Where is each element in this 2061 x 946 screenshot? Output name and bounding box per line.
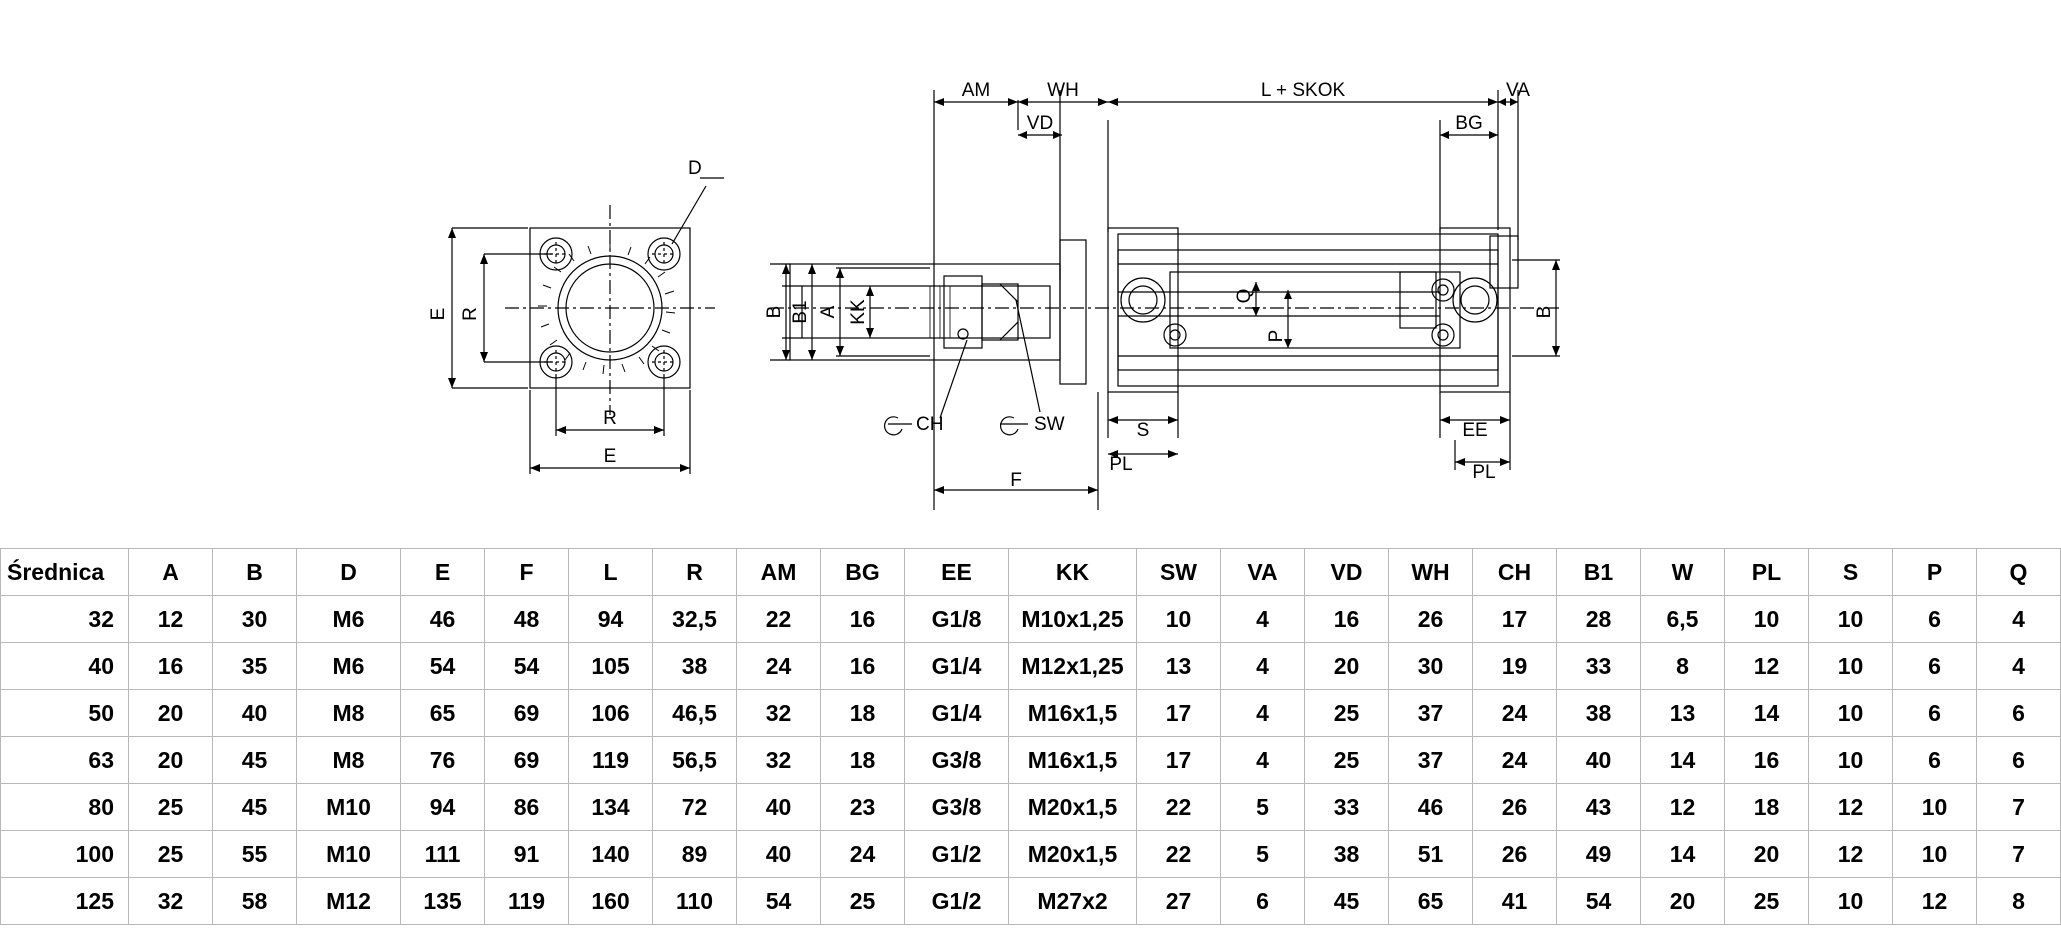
cell-sw: 10: [1137, 596, 1221, 643]
cell-b: 45: [213, 737, 297, 784]
table-header-vd: VD: [1305, 549, 1389, 596]
cell-sw: 17: [1137, 737, 1221, 784]
cell-d: M8: [297, 690, 401, 737]
cell-a: 25: [129, 831, 213, 878]
cell-l: 105: [569, 643, 653, 690]
cell-pl: 14: [1725, 690, 1809, 737]
label-vd: VD: [1026, 113, 1054, 134]
table-header-e: E: [401, 549, 485, 596]
cell-e: 111: [401, 831, 485, 878]
table-header--rednica: Średnica: [1, 549, 129, 596]
cell-s: 10: [1809, 878, 1893, 925]
table-header-ee: EE: [905, 549, 1009, 596]
cell-l: 106: [569, 690, 653, 737]
cell-kk: M16x1,5: [1009, 737, 1137, 784]
cell-s: 10: [1809, 737, 1893, 784]
cell-b1: 33: [1557, 643, 1641, 690]
cell-w: 20: [1641, 878, 1725, 925]
cell-srednica: 32: [1, 596, 129, 643]
cell-pl: 18: [1725, 784, 1809, 831]
cell-wh: 65: [1389, 878, 1473, 925]
cell-wh: 26: [1389, 596, 1473, 643]
table-header-wh: WH: [1389, 549, 1473, 596]
cell-kk: M20x1,5: [1009, 831, 1137, 878]
table-header-b1: B1: [1557, 549, 1641, 596]
cell-l: 94: [569, 596, 653, 643]
cell-f: 48: [485, 596, 569, 643]
table-header-p: P: [1893, 549, 1977, 596]
cell-bg: 16: [821, 643, 905, 690]
table-row: [1, 690, 2061, 737]
cell-ch: 19: [1473, 643, 1557, 690]
table-header-row: [1, 549, 2061, 596]
cell-bg: 18: [821, 737, 905, 784]
cell-pl: 16: [1725, 737, 1809, 784]
cell-r: 32,5: [653, 596, 737, 643]
cell-s: 12: [1809, 784, 1893, 831]
cell-r: 110: [653, 878, 737, 925]
cell-ee: G1/4: [905, 690, 1009, 737]
cell-sw: 22: [1137, 831, 1221, 878]
cell-b: 55: [213, 831, 297, 878]
cell-sw: 22: [1137, 784, 1221, 831]
cell-kk: M16x1,5: [1009, 690, 1137, 737]
cell-pl: 25: [1725, 878, 1809, 925]
cell-vd: 38: [1305, 831, 1389, 878]
cell-e: 54: [401, 643, 485, 690]
label-s: S: [1136, 420, 1150, 441]
cell-va: 5: [1221, 831, 1305, 878]
cell-f: 54: [485, 643, 569, 690]
cell-b1: 28: [1557, 596, 1641, 643]
cell-q: 4: [1977, 643, 2061, 690]
dimensions-table-wrapper: [0, 548, 2028, 925]
cell-va: 4: [1221, 690, 1305, 737]
cell-d: M10: [297, 831, 401, 878]
cell-ch: 17: [1473, 596, 1557, 643]
cell-wh: 46: [1389, 784, 1473, 831]
cell-pl: 10: [1725, 596, 1809, 643]
cell-ee: G1/8: [905, 596, 1009, 643]
table-header-s: S: [1809, 549, 1893, 596]
table-header-ch: CH: [1473, 549, 1557, 596]
cell-wh: 51: [1389, 831, 1473, 878]
table-header-a: A: [129, 549, 213, 596]
cell-sw: 13: [1137, 643, 1221, 690]
cell-vd: 25: [1305, 690, 1389, 737]
cell-p: 6: [1893, 690, 1977, 737]
cell-a: 32: [129, 878, 213, 925]
cell-r: 38: [653, 643, 737, 690]
table-header-f: F: [485, 549, 569, 596]
cell-srednica: 80: [1, 784, 129, 831]
label-d: D: [688, 158, 702, 179]
table-header-l: L: [569, 549, 653, 596]
table-row: [1, 737, 2061, 784]
cell-p: 10: [1893, 784, 1977, 831]
cell-am: 40: [737, 831, 821, 878]
table-header-b: B: [213, 549, 297, 596]
cell-wh: 37: [1389, 737, 1473, 784]
table-header-sw: SW: [1137, 549, 1221, 596]
cell-p: 6: [1893, 737, 1977, 784]
cell-w: 6,5: [1641, 596, 1725, 643]
cell-l: 140: [569, 831, 653, 878]
label-p: P: [1266, 329, 1287, 343]
cell-q: 6: [1977, 690, 2061, 737]
cell-f: 119: [485, 878, 569, 925]
cell-e: 135: [401, 878, 485, 925]
cell-b: 58: [213, 878, 297, 925]
label-f: F: [1010, 470, 1022, 491]
label-va: VA: [1506, 80, 1530, 101]
cell-p: 6: [1893, 596, 1977, 643]
table-header-d: D: [297, 549, 401, 596]
cell-e: 46: [401, 596, 485, 643]
cell-d: M12: [297, 878, 401, 925]
cell-srednica: 50: [1, 690, 129, 737]
label-wh: WH: [1047, 80, 1079, 101]
cell-f: 69: [485, 690, 569, 737]
cell-bg: 23: [821, 784, 905, 831]
cell-q: 7: [1977, 831, 2061, 878]
cell-p: 10: [1893, 831, 1977, 878]
label-sw: SW: [1034, 414, 1065, 435]
label-e-left: E: [428, 307, 449, 321]
label-a: A: [818, 305, 839, 319]
cell-ee: G3/8: [905, 784, 1009, 831]
cell-am: 40: [737, 784, 821, 831]
cell-va: 5: [1221, 784, 1305, 831]
cell-wh: 30: [1389, 643, 1473, 690]
cell-b1: 38: [1557, 690, 1641, 737]
cell-a: 20: [129, 737, 213, 784]
cell-w: 14: [1641, 737, 1725, 784]
cell-f: 69: [485, 737, 569, 784]
cell-am: 24: [737, 643, 821, 690]
cell-bg: 25: [821, 878, 905, 925]
cell-a: 16: [129, 643, 213, 690]
cell-wh: 37: [1389, 690, 1473, 737]
label-ee: EE: [1462, 420, 1488, 441]
label-bg: BG: [1455, 113, 1483, 134]
cell-q: 4: [1977, 596, 2061, 643]
cell-b1: 54: [1557, 878, 1641, 925]
cell-f: 91: [485, 831, 569, 878]
dimensions-table: [0, 548, 2061, 925]
cell-sw: 27: [1137, 878, 1221, 925]
cell-b1: 49: [1557, 831, 1641, 878]
cell-pl: 12: [1725, 643, 1809, 690]
cell-e: 65: [401, 690, 485, 737]
table-header-am: AM: [737, 549, 821, 596]
cell-r: 89: [653, 831, 737, 878]
cell-s: 10: [1809, 596, 1893, 643]
label-kk: KK: [848, 299, 869, 325]
label-b1: B1: [790, 300, 811, 324]
cell-b: 45: [213, 784, 297, 831]
cell-va: 6: [1221, 878, 1305, 925]
cell-q: 8: [1977, 878, 2061, 925]
table-body: [1, 596, 2061, 925]
label-pl-right: PL: [1472, 462, 1496, 483]
cell-w: 12: [1641, 784, 1725, 831]
cell-am: 32: [737, 690, 821, 737]
label-ch: CH: [916, 414, 944, 435]
cell-srednica: 40: [1, 643, 129, 690]
cell-bg: 24: [821, 831, 905, 878]
cell-a: 25: [129, 784, 213, 831]
cell-ch: 41: [1473, 878, 1557, 925]
cell-va: 4: [1221, 596, 1305, 643]
label-q: Q: [1234, 288, 1255, 304]
cell-kk: M27x2: [1009, 878, 1137, 925]
cell-kk: M10x1,25: [1009, 596, 1137, 643]
table-row: [1, 784, 2061, 831]
cell-vd: 33: [1305, 784, 1389, 831]
cell-d: M10: [297, 784, 401, 831]
cell-ch: 24: [1473, 690, 1557, 737]
table-row: [1, 643, 2061, 690]
cell-q: 7: [1977, 784, 2061, 831]
cell-am: 54: [737, 878, 821, 925]
label-b-right: B: [1534, 305, 1555, 319]
table-row: [1, 878, 2061, 925]
cell-pl: 20: [1725, 831, 1809, 878]
cell-d: M8: [297, 737, 401, 784]
table-header-pl: PL: [1725, 549, 1809, 596]
cell-srednica: 100: [1, 831, 129, 878]
cell-sw: 17: [1137, 690, 1221, 737]
table-header-kk: KK: [1009, 549, 1137, 596]
cell-bg: 16: [821, 596, 905, 643]
cell-a: 20: [129, 690, 213, 737]
cell-w: 8: [1641, 643, 1725, 690]
label-r-bottom: R: [603, 408, 617, 429]
cell-r: 56,5: [653, 737, 737, 784]
cell-srednica: 125: [1, 878, 129, 925]
cell-a: 12: [129, 596, 213, 643]
cell-r: 72: [653, 784, 737, 831]
cell-p: 12: [1893, 878, 1977, 925]
cell-vd: 25: [1305, 737, 1389, 784]
cell-w: 13: [1641, 690, 1725, 737]
cell-s: 10: [1809, 690, 1893, 737]
cell-l: 160: [569, 878, 653, 925]
cell-b1: 43: [1557, 784, 1641, 831]
cell-q: 6: [1977, 737, 2061, 784]
cell-ch: 24: [1473, 737, 1557, 784]
cell-vd: 16: [1305, 596, 1389, 643]
cell-e: 94: [401, 784, 485, 831]
label-l-skok: L + SKOK: [1260, 80, 1346, 101]
cell-d: M6: [297, 596, 401, 643]
cell-ee: G1/4: [905, 643, 1009, 690]
cell-d: M6: [297, 643, 401, 690]
cell-bg: 18: [821, 690, 905, 737]
label-pl-left: PL: [1109, 454, 1133, 475]
label-r-left: R: [460, 307, 481, 321]
cell-b: 30: [213, 596, 297, 643]
cell-l: 119: [569, 737, 653, 784]
cell-w: 14: [1641, 831, 1725, 878]
table-header-r: R: [653, 549, 737, 596]
table-header-w: W: [1641, 549, 1725, 596]
table-row: [1, 596, 2061, 643]
cell-kk: M20x1,5: [1009, 784, 1137, 831]
cell-ee: G3/8: [905, 737, 1009, 784]
cell-ch: 26: [1473, 831, 1557, 878]
cell-va: 4: [1221, 643, 1305, 690]
cell-s: 10: [1809, 643, 1893, 690]
cell-am: 32: [737, 737, 821, 784]
cell-vd: 20: [1305, 643, 1389, 690]
table-header-va: VA: [1221, 549, 1305, 596]
cell-b: 40: [213, 690, 297, 737]
cell-r: 46,5: [653, 690, 737, 737]
cell-b: 35: [213, 643, 297, 690]
cell-b1: 40: [1557, 737, 1641, 784]
cell-vd: 45: [1305, 878, 1389, 925]
cell-p: 6: [1893, 643, 1977, 690]
label-am: AM: [961, 80, 991, 101]
cell-s: 12: [1809, 831, 1893, 878]
cell-l: 134: [569, 784, 653, 831]
cell-ee: G1/2: [905, 878, 1009, 925]
label-e-bottom: E: [603, 446, 617, 467]
table-row: [1, 831, 2061, 878]
cell-ch: 26: [1473, 784, 1557, 831]
cell-am: 22: [737, 596, 821, 643]
label-b-left: B: [764, 305, 785, 319]
cell-kk: M12x1,25: [1009, 643, 1137, 690]
cell-f: 86: [485, 784, 569, 831]
cell-srednica: 63: [1, 737, 129, 784]
cell-va: 4: [1221, 737, 1305, 784]
cell-e: 76: [401, 737, 485, 784]
cell-ee: G1/2: [905, 831, 1009, 878]
table-header-q: Q: [1977, 549, 2061, 596]
table-header-bg: BG: [821, 549, 905, 596]
